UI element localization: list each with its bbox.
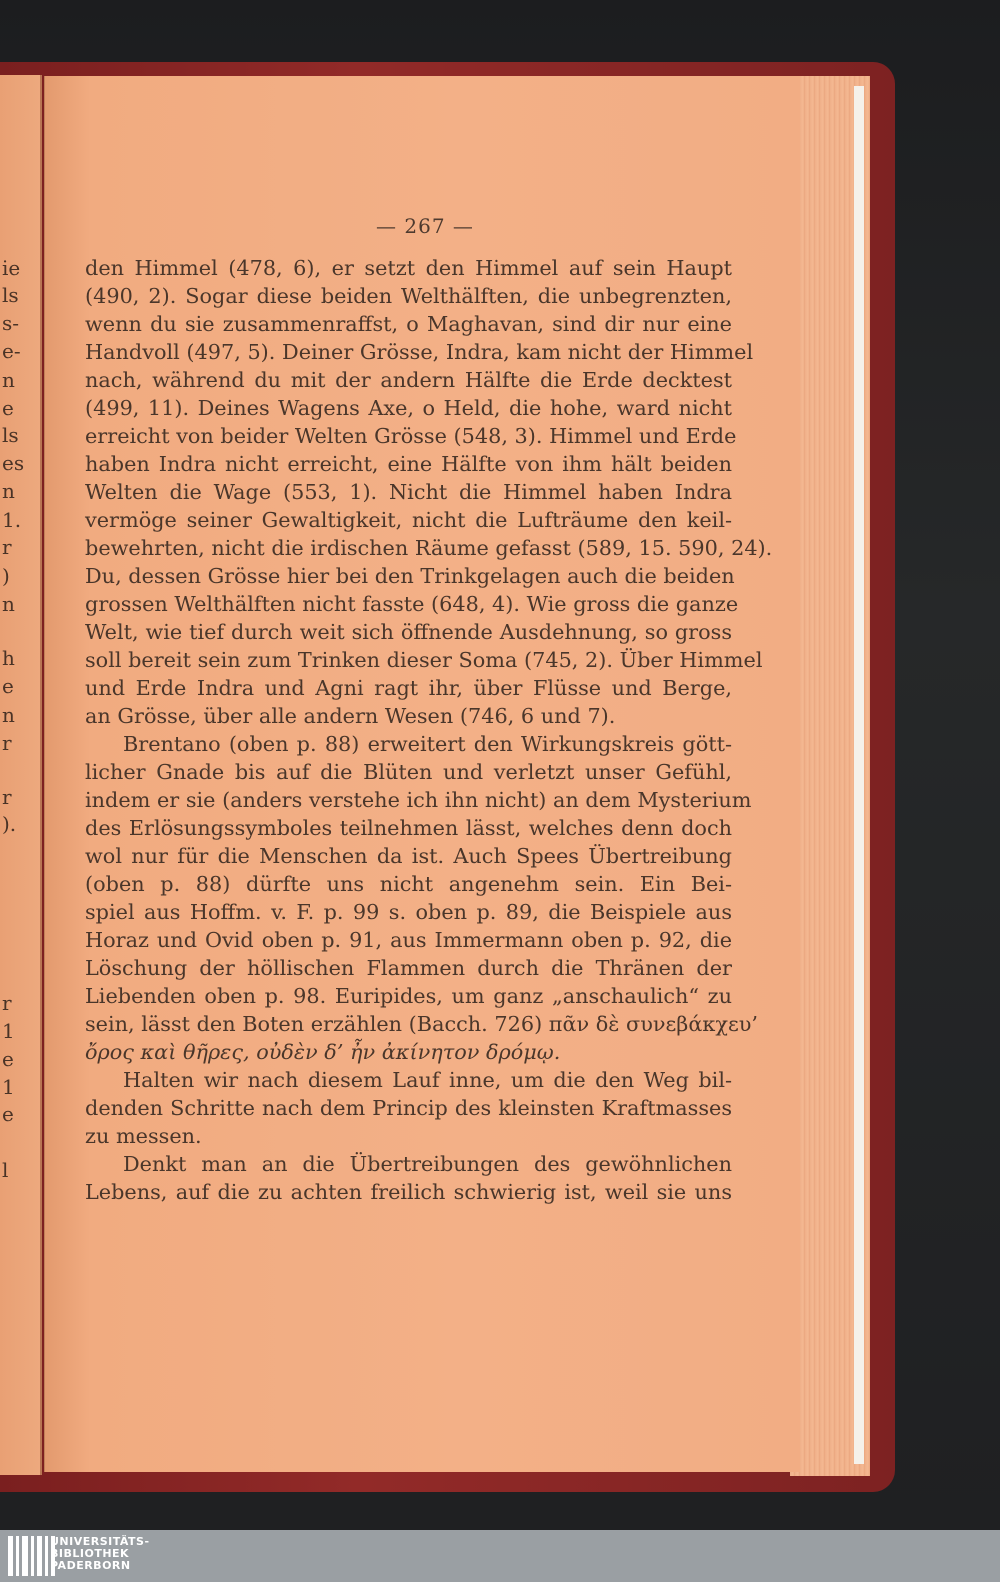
text-line: vermöge seiner Gewaltigkeit, nicht die Lufträume den keil-: [85, 508, 732, 532]
text-line: Handvoll (497, 5). Deiner Grösse, Indra, kam nicht der Himmel: [85, 340, 754, 364]
left-page-fragment: l: [2, 1158, 9, 1182]
left-page-fragment: r: [2, 731, 12, 755]
left-page-fragment: es: [2, 451, 25, 475]
text-line: licher Gnade bis auf die Blüten und verletzt unser Gefühl,: [85, 760, 732, 784]
text-line: Halten wir nach diesem Lauf inne, um die den Weg bil-: [123, 1068, 732, 1092]
logo-line-3: PADERBORN: [50, 1559, 131, 1572]
text-line: soll bereit sein zum Trinken dieser Soma (745, 2). Über Himmel: [85, 648, 763, 672]
text-line: zu messen.: [85, 1124, 202, 1148]
left-page-fragment: ): [2, 564, 10, 588]
left-page-fragment: n: [2, 592, 15, 616]
text-line: Löschung der höllischen Flammen durch die Thränen der: [85, 956, 732, 980]
text-line: (490, 2). Sogar diese beiden Welthälften, die unbegrenzten,: [85, 284, 732, 308]
text-line: haben Indra nicht erreicht, eine Hälfte von ihm hält beiden: [85, 452, 732, 476]
page-number: — 267 —: [376, 214, 474, 238]
text-line: (oben p. 88) dürfte uns nicht angenehm sein. Ein Bei-: [85, 872, 732, 896]
left-page-fragment: 1: [2, 1019, 15, 1043]
text-line: des Erlösungssymboles teilnehmen lässt, welches denn doch: [85, 816, 732, 840]
left-page-fragment: 1: [2, 1075, 15, 1099]
text-line: wenn du sie zusammenraffst, o Maghavan, sind dir nur eine: [85, 312, 732, 336]
text-line: spiel aus Hoffm. v. F. p. 99 s. oben p. 89, die Beispiele aus: [85, 900, 732, 924]
text-line: den Himmel (478, 6), er setzt den Himmel auf sein Haupt: [85, 256, 732, 280]
text-line: erreicht von beider Welten Grösse (548, 3). Himmel und Erde: [85, 424, 737, 448]
library-footer-bar: [0, 1530, 1000, 1582]
text-line: wol nur für die Menschen da ist. Auch Spees Übertreibung: [85, 844, 732, 868]
left-page-fragment: ).: [2, 812, 17, 836]
text-line: Lebens, auf die zu achten freilich schwierig ist, weil sie uns: [85, 1180, 732, 1204]
text-line: Horaz und Ovid oben p. 91, aus Immermann oben p. 92, die: [85, 928, 732, 952]
left-page-fragment: r: [2, 991, 12, 1015]
logo-line-2: BIBLIOTHEK: [50, 1547, 130, 1560]
library-logo-text: [50, 1536, 150, 1572]
library-logo-icon: [8, 1536, 55, 1576]
text-line: bewehrten, nicht die irdischen Räume gefasst (589, 15. 590, 24).: [85, 536, 773, 560]
left-page-fragment: 1.: [2, 508, 22, 532]
text-line: an Grösse, über alle andern Wesen (746, 6 und 7).: [85, 704, 616, 728]
left-page-fragment: n: [2, 703, 15, 727]
left-page-fragment: ls: [2, 283, 19, 307]
page-body-text: [85, 254, 773, 1206]
text-line: (499, 11). Deines Wagens Axe, o Held, die hohe, ward nicht: [85, 396, 732, 420]
text-line: Denkt man an die Übertreibungen des gewöhnlichen: [123, 1152, 732, 1176]
left-page-fragment: n: [2, 368, 15, 392]
left-page-fragment: n: [2, 479, 15, 503]
left-page-fragment: e: [2, 1047, 14, 1071]
text-line: Du, dessen Grösse hier bei den Trinkgelagen auch die beiden: [85, 564, 735, 588]
text-line: ὄρος καὶ θῆρες, οὐδὲν δ’ ἦν ἀκίνητον δρόμῳ.: [85, 1040, 561, 1064]
left-page-fragment: e: [2, 396, 14, 420]
text-line: Welten die Wage (553, 1). Nicht die Himmel haben Indra: [85, 480, 732, 504]
left-page-fragment: ie: [2, 256, 21, 280]
page-white-edge: [854, 86, 864, 1464]
text-line: nach, während du mit der andern Hälfte die Erde decktest: [85, 368, 732, 392]
text-line: und Erde Indra und Agni ragt ihr, über Flüsse und Berge,: [85, 676, 732, 700]
left-page-fragment: h: [2, 646, 15, 670]
text-line: grossen Welthälften nicht fasste (648, 4). Wie gross die ganze: [85, 592, 739, 616]
logo-line-1: UNIVERSITÄTS-: [50, 1535, 150, 1548]
left-page-fragment: r: [2, 785, 12, 809]
left-page-fragment: e: [2, 1102, 14, 1126]
left-page-edge: [0, 75, 42, 1475]
text-line: indem er sie (anders verstehe ich ihn nicht) an dem Mysterium: [85, 788, 752, 812]
book-page: [44, 76, 800, 1472]
left-page-fragment: ls: [2, 423, 19, 447]
left-page-fragment: r: [2, 535, 12, 559]
left-page-fragment: s-: [2, 311, 20, 335]
text-line: Welt, wie tief durch weit sich öffnende Ausdehnung, so gross: [85, 620, 732, 644]
text-line: denden Schritte nach dem Princip des kleinsten Kraftmasses: [85, 1096, 732, 1120]
text-line: Liebenden oben p. 98. Euripides, um ganz „anschaulich“ zu: [85, 984, 732, 1008]
text-line: sein, lässt den Boten erzählen (Bacch. 726) πᾶν δὲ συνεβάκχευ’: [85, 1012, 759, 1036]
left-page-fragment: e: [2, 674, 14, 698]
text-line: Brentano (oben p. 88) erweitert den Wirkungskreis gött-: [123, 732, 732, 756]
left-page-fragment: e-: [2, 339, 21, 363]
